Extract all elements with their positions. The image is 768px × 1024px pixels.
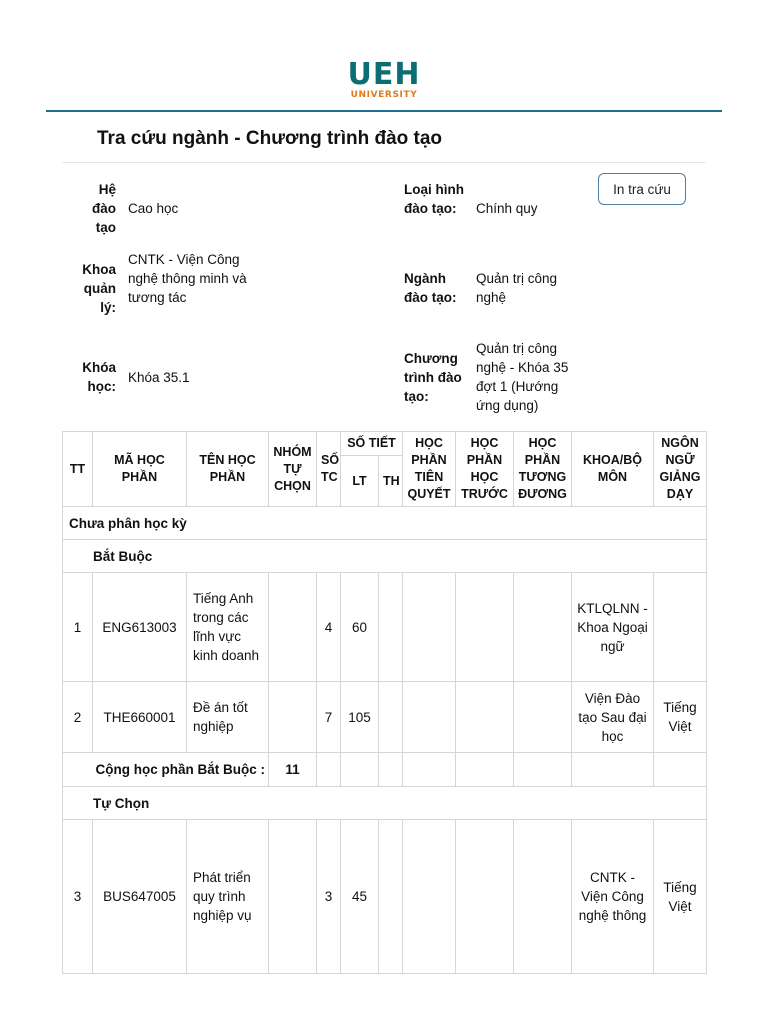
header-ngon-ngu: NGÔN NGỮ GIẢNG DẠY	[654, 432, 707, 507]
print-button[interactable]: In tra cứu	[598, 173, 686, 205]
section-row: Chưa phân học kỳ	[63, 507, 707, 540]
header-th: TH	[379, 456, 403, 507]
cell-so-tc: 7	[317, 682, 341, 753]
cell-tien-quyet	[403, 573, 456, 682]
value-chuong-trinh: Quản trị công nghệ - Khóa 35 đợt 1 (Hướng ứng dụng)	[476, 341, 569, 413]
subtotal-label: Cộng học phần Bắt Buộc :	[63, 753, 269, 787]
cell-tt: 2	[63, 682, 93, 753]
value-he-dao-tao: Cao học	[128, 201, 179, 216]
label-loai-hinh: Loại hình đào tạo:	[404, 182, 464, 216]
cell-ngon-ngu	[654, 573, 707, 682]
header-divider	[46, 110, 722, 112]
cell-tuong-duong	[514, 682, 572, 753]
page-title: Tra cứu ngành - Chương trình đào tạo	[97, 128, 443, 149]
group-required-row: Bắt Buộc	[63, 540, 707, 573]
header-khoa-bo-mon: KHOA/BỘ MÔN	[572, 432, 654, 507]
cell-tuong-duong	[514, 820, 572, 974]
value-nganh: Quản trị công nghệ	[476, 271, 558, 305]
value-khoa-hoc: Khóa 35.1	[128, 370, 190, 385]
logo-brand: UEH	[347, 57, 421, 92]
cell-nhom	[269, 573, 317, 682]
cell-tien-quyet	[403, 682, 456, 753]
label-khoa-quan-ly: Khoa quản lý:	[82, 262, 116, 315]
cell-tuong-duong	[514, 573, 572, 682]
cell-hoc-truoc	[456, 573, 514, 682]
cell-ten-hoc-phan: Phát triển quy trình nghiệp vụ	[187, 820, 269, 974]
header-so-tiet: SỐ TIẾT	[341, 432, 403, 456]
label-he-dao-tao: Hệ đào tạo	[91, 182, 116, 235]
table-row	[63, 682, 707, 753]
cell-ngon-ngu: Tiếng Việt	[654, 682, 707, 753]
cell-lt: 45	[341, 820, 379, 974]
header-tien-quyet: HỌC PHẦN TIÊN QUYẾT	[403, 432, 456, 507]
header-hoc-truoc: HỌC PHẦN HỌC TRƯỚC	[456, 432, 514, 507]
label-khoa-hoc: Khóa học:	[82, 360, 116, 394]
ueh-logo	[0, 57, 768, 100]
header-nhom-tu-chon: NHÓM TỰ CHỌN	[269, 432, 317, 507]
cell-tt: 3	[63, 820, 93, 974]
logo-subtitle: UNIVERSITY	[350, 90, 418, 100]
header-so-tc: SỐ TC	[317, 432, 341, 507]
cell-th	[379, 682, 403, 753]
value-khoa-quan-ly: CNTK - Viện Công nghệ thông minh và tương tác	[128, 252, 247, 305]
cell-ngon-ngu: Tiếng Việt	[654, 820, 707, 974]
cell-nhom	[269, 682, 317, 753]
table-row	[63, 820, 707, 974]
cell-lt: 60	[341, 573, 379, 682]
cell-ma-hoc-phan: BUS647005	[93, 820, 187, 974]
cell-khoa-bo-mon: Viện Đào tạo Sau đại học	[572, 682, 654, 753]
cell-ten-hoc-phan: Đề án tốt nghiệp	[187, 682, 269, 753]
cell-nhom	[269, 820, 317, 974]
cell-ma-hoc-phan: ENG613003	[93, 573, 187, 682]
cell-so-tc: 3	[317, 820, 341, 974]
value-loai-hinh: Chính quy	[476, 201, 538, 216]
course-table	[62, 431, 707, 974]
header-lt: LT	[341, 456, 379, 507]
cell-th	[379, 820, 403, 974]
header-ten-hoc-phan: TÊN HỌC PHẦN	[187, 432, 269, 507]
cell-lt: 105	[341, 682, 379, 753]
cell-hoc-truoc	[456, 820, 514, 974]
title-divider	[62, 162, 706, 163]
cell-tien-quyet	[403, 820, 456, 974]
subtotal-row	[63, 753, 707, 787]
subtotal-value: 11	[269, 753, 317, 787]
group-elective-row: Tự Chọn	[63, 787, 707, 820]
header-tuong-duong: HỌC PHẦN TƯƠNG ĐƯƠNG	[514, 432, 572, 507]
cell-hoc-truoc	[456, 682, 514, 753]
cell-khoa-bo-mon: CNTK - Viện Công nghệ thông	[572, 820, 654, 974]
cell-th	[379, 573, 403, 682]
label-nganh: Ngành đào tạo:	[404, 271, 457, 305]
label-chuong-trinh: Chương trình đào tạo:	[404, 351, 462, 404]
header-ma-hoc-phan: MÃ HỌC PHẦN	[93, 432, 187, 507]
cell-tt: 1	[63, 573, 93, 682]
cell-ten-hoc-phan: Tiếng Anh trong các lĩnh vực kinh doanh	[187, 573, 269, 682]
cell-ma-hoc-phan: THE660001	[93, 682, 187, 753]
header-tt: TT	[63, 432, 93, 507]
cell-khoa-bo-mon: KTLQLNN - Khoa Ngoại ngữ	[572, 573, 654, 682]
table-row	[63, 573, 707, 682]
cell-so-tc: 4	[317, 573, 341, 682]
